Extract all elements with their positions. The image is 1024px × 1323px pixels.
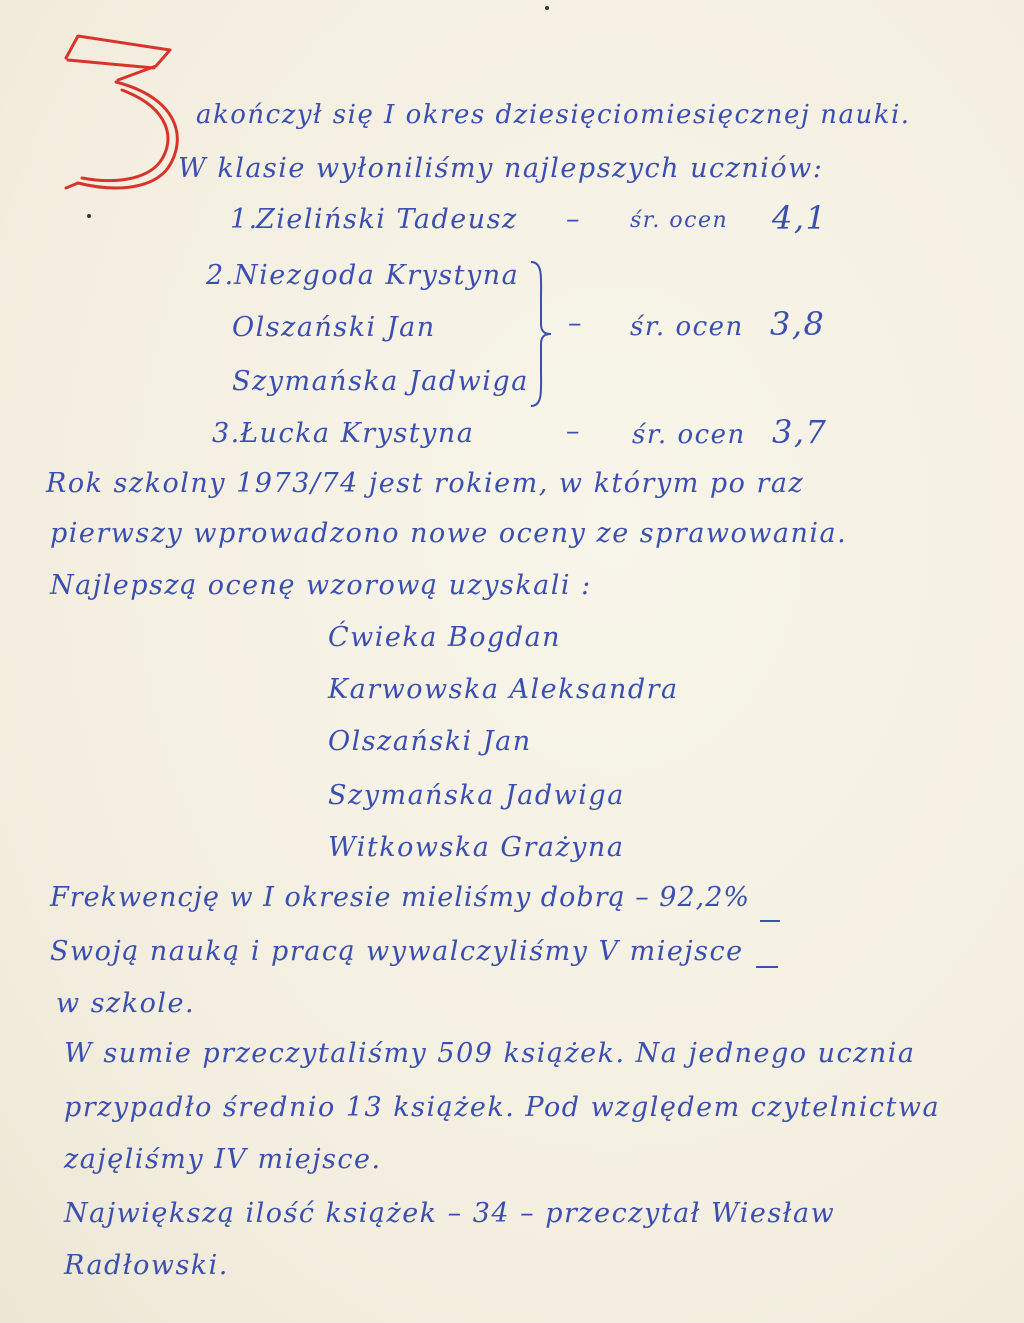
rank-number: 1. — [230, 204, 259, 235]
decorative-initial-letter — [58, 28, 198, 198]
student-name: Szymańska Jadwiga — [328, 780, 625, 811]
grouping-brace — [527, 258, 555, 410]
intro-best-students: W klasie wyłoniliśmy najlepszych uczniów: — [178, 153, 824, 184]
ink-dot — [87, 214, 91, 218]
ink-dot — [545, 6, 549, 10]
student-name: Ćwieka Bogdan — [328, 622, 562, 653]
paragraph-conduct-line: pierwszy wprowadzono nowe oceny ze sprawowania. — [50, 518, 848, 549]
student-name: Łucka Krystyna — [240, 418, 475, 449]
paragraph-conduct-line: Rok szkolny 1973/74 jest rokiem, w którym po raz — [46, 468, 805, 499]
rank-number: 2. — [206, 260, 235, 291]
learning-line: Swoją nauką i pracą wywalczyliśmy V miejsce — [50, 936, 744, 967]
average-label: śr. ocen — [630, 208, 729, 233]
underline-mark — [760, 920, 780, 922]
top-reader-line: Radłowski. — [64, 1250, 229, 1281]
student-name: Olszański Jan — [328, 726, 532, 757]
student-name: Zieliński Tadeusz — [256, 204, 518, 235]
average-value: 3,8 — [770, 305, 826, 343]
dash: – — [566, 204, 581, 235]
dash: – — [566, 416, 581, 447]
student-name: Szymańska Jadwiga — [232, 366, 529, 397]
attendance-line: Frekwencję w I okresie mieliśmy dobrą – 92,2% — [50, 882, 751, 913]
reading-line: zajęliśmy IV miejsce. — [64, 1144, 382, 1175]
learning-line: w szkole. — [56, 988, 196, 1019]
exemplary-intro: Najlepszą ocenę wzorową uzyskali : — [50, 570, 592, 601]
student-name: Niezgoda Krystyna — [234, 260, 520, 291]
average-value: 4,1 — [772, 199, 828, 237]
reading-line: przypadło średnio 13 książek. Pod względem czytelnictwa — [64, 1092, 941, 1123]
average-value: 3,7 — [772, 413, 828, 451]
reading-line: W sumie przeczytaliśmy 509 książek. Na jednego ucznia — [64, 1038, 916, 1069]
average-label: śr. ocen — [630, 312, 744, 342]
student-name: Olszański Jan — [232, 312, 436, 343]
underline-mark — [756, 966, 778, 968]
dash: – — [568, 308, 583, 339]
top-reader-line: Największą ilość książek – 34 – przeczytał Wiesław — [64, 1198, 836, 1229]
opening-line: akończył się I okres dziesięciomiesięcznej nauki. — [196, 100, 911, 130]
student-name: Karwowska Aleksandra — [328, 674, 679, 705]
student-name: Witkowska Grażyna — [328, 832, 625, 863]
average-label: śr. ocen — [632, 420, 746, 450]
rank-number: 3. — [212, 418, 241, 449]
